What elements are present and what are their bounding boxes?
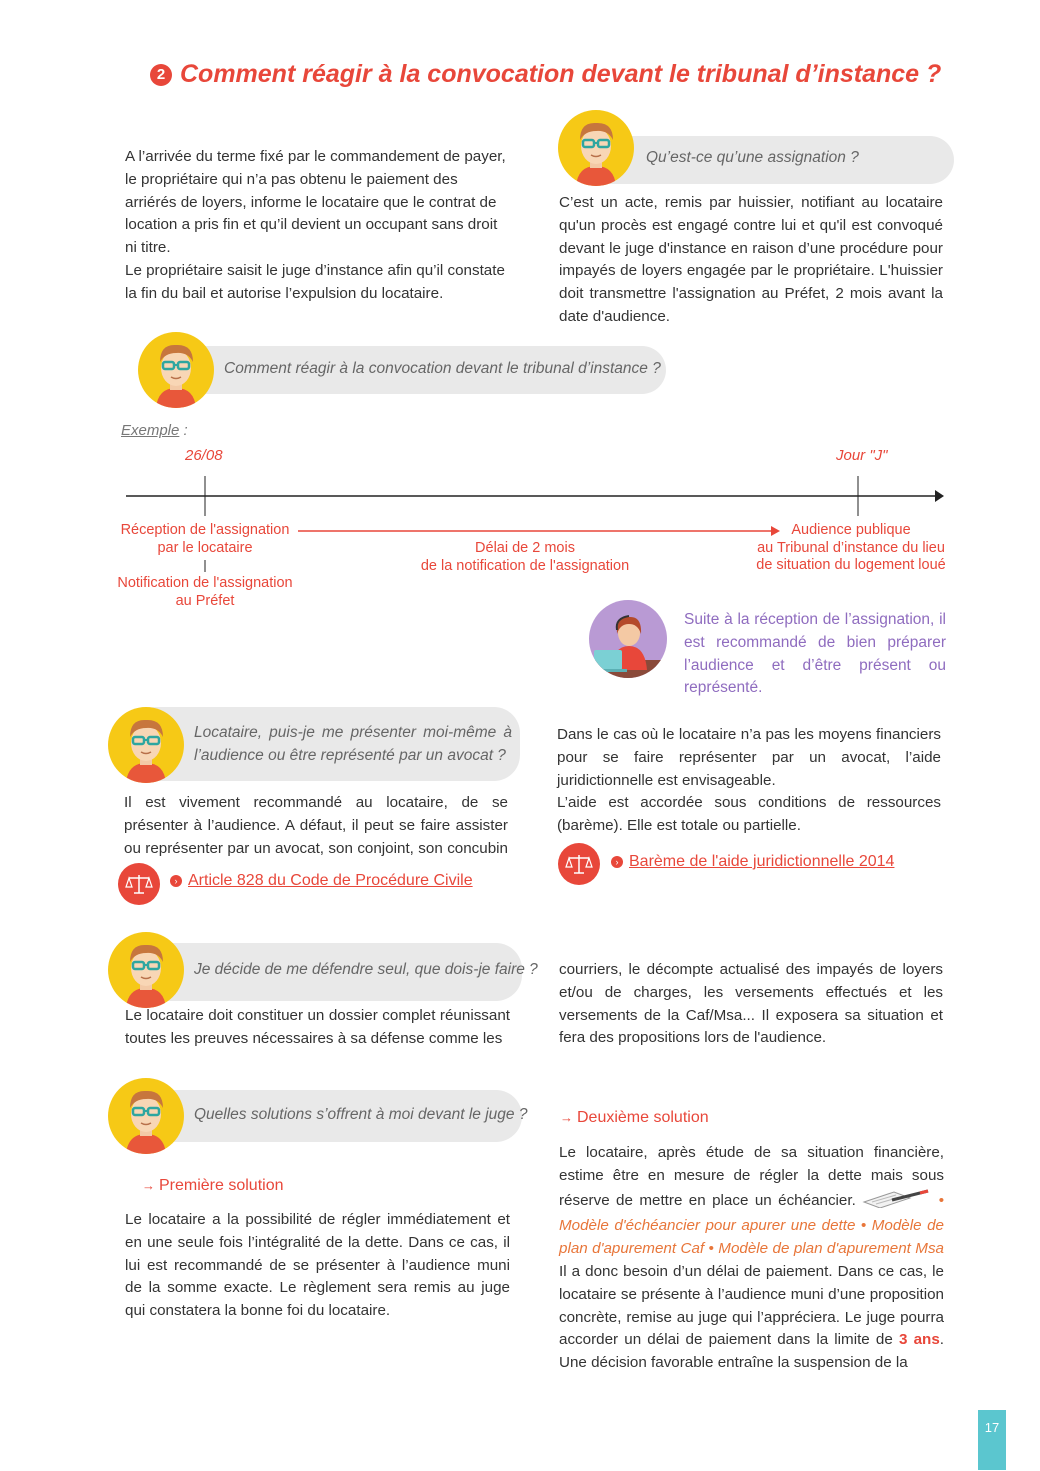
caf-plan-link[interactable]: Modèle de plan d'apurement Caf — [559, 1217, 944, 1258]
second-solution-text-b: Il a donc besoin d’un délai de paiement. Dans ce cas, le locataire se présente à l’audience muni d’une proposition concrète, remise au juge qui l’appréciera. Le juge pourra accorder un délai de paiement dans la limite de — [559, 1262, 944, 1349]
audience-line-1: Audience publique — [791, 522, 911, 538]
article-828-link-text[interactable]: Article 828 du Code de Procédure Civile — [188, 872, 473, 889]
bullet-2: • — [860, 1217, 867, 1235]
timeline-example-label — [121, 422, 188, 439]
article-828-link[interactable] — [170, 872, 473, 890]
audience-line-3: de situation du logement loué — [756, 557, 946, 573]
defense-answer-left: Le locataire doit constituer un dossier complet réunissant toutes les preuves nécessaires à sa défense comme les — [125, 1007, 510, 1047]
represent-question-bubble — [130, 707, 520, 781]
man-avatar-icon — [108, 1078, 184, 1154]
solutions-question-bubble — [130, 1090, 528, 1142]
timeline-notification-label — [95, 575, 315, 610]
section-number-badge: 2 — [150, 64, 172, 86]
first-solution-heading — [142, 1177, 284, 1195]
assignation-question-bubble — [580, 136, 954, 184]
second-solution-text-c: . Une décision favorable entraîne la suspension de la — [559, 1331, 944, 1372]
bullet-3: • — [708, 1240, 714, 1258]
solutions-question-text: Quelles solutions s’offrent à moi devant le juge ? — [194, 1106, 528, 1123]
reagir-question-bubble — [160, 346, 666, 394]
intro-paragraph-1: A l’arrivée du terme fixé par le commandement de payer, le propriétaire qui n’a pas obtenu le paiement des arriérés de loyers, informe le locataire que le contrat de location a pris fin et qu’il devient un occupant sans droit ni titre. — [125, 148, 506, 257]
bullet-1: • — [938, 1191, 944, 1209]
reception-line-2: par le locataire — [157, 539, 253, 556]
man-avatar-icon — [558, 110, 634, 186]
bareme-aide-link[interactable] — [611, 853, 894, 871]
defense-question-bubble — [130, 943, 538, 1001]
reception-line-1: Réception de l'assignation — [120, 522, 290, 538]
first-solution-text: Le locataire a la possibilité de régler immédiatement et en une seule fois l’intégralité de la dette. Dans ce cas, il lui est recommandé de se présenter à l’audience muni de la somme exacte. Le règlement sera remis au juge qui constatera la bonne foi du locataire. — [125, 1211, 510, 1320]
echeancier-model-link[interactable]: Modèle d'échéancier pour apurer une dette — [559, 1217, 856, 1235]
man-avatar-icon — [108, 707, 184, 783]
second-solution-title: Deuxième solution — [577, 1109, 709, 1126]
man-avatar-icon — [108, 932, 184, 1008]
second-solution-text — [559, 1142, 944, 1375]
delay-line-2: de la notification de l'assignation — [420, 557, 630, 574]
bareme-aide-link-text[interactable]: Barème de l'aide juridictionnelle 2014 — [629, 853, 895, 870]
delay-line-1: Délai de 2 mois — [475, 540, 575, 556]
woman-laptop-icon — [589, 600, 667, 678]
assignation-question-text: Qu’est-ce qu’une assignation ? — [646, 149, 859, 166]
represent-answer: Il est vivement recommandé au locataire, de se présenter à l’audience. A défaut, il peut se faire assister ou représenter par un avocat, son conjoint, son concubin — [124, 794, 508, 857]
defense-question-text: Je décide de me défendre seul, que dois-je faire ? — [194, 961, 538, 978]
page-title — [150, 60, 941, 89]
msa-plan-link[interactable]: Modèle de plan d'apurement Msa — [718, 1240, 944, 1258]
example-word: Exemple — [121, 422, 180, 439]
intro-text — [125, 146, 513, 306]
notification-line-2: au Préfet — [175, 592, 235, 609]
scales-justice-icon — [558, 843, 600, 885]
audience-line-2: au Tribunal d’instance du lieu — [757, 539, 945, 556]
three-years-highlight: 3 ans — [898, 1331, 940, 1349]
defense-answer-right: courriers, le décompte actualisé des impayés de loyers et/ou de charges, les versements effectués et les versements de la Caf/Msa... Il exposera sa situation et fera des propositions lors de l'audience. — [559, 961, 943, 1047]
advice-text: Suite à la réception de l’assignation, il est recommandé de bien préparer l’audience et d’être présent ou représenté. — [684, 611, 946, 697]
page-title-text: Comment réagir à la convocation devant le tribunal d’instance ? — [180, 60, 942, 88]
timeline-end-date: Jour "J" — [836, 447, 888, 464]
timeline-axis-arrowhead — [935, 490, 944, 502]
aide-paragraph-2: L’aide est accordée sous conditions de ressources (barème). Elle est totale ou partielle. — [557, 794, 941, 835]
represent-question-text: Locataire, puis-je me présenter moi-même à l’audience ou être représenté par un avocat ? — [194, 724, 512, 764]
page-number: 17 — [978, 1410, 1006, 1470]
assignation-answer: C’est un acte, remis par huissier, notifiant au locataire qu'un procès est engagé contre lui et qu'il est convoqué devant le juge d'instance en raison d’une procédure pour impayés de loyers engagée par le propriétaire. L'huissier doit transmettre l'assignation au Préfet, 2 mois avant la date d'audience. — [559, 194, 943, 325]
aide-paragraph-1: Dans le cas où le locataire n’a pas les moyens financiers pour se faire représenter par un avocat, l’aide juridictionnelle est envisageable. — [557, 726, 941, 789]
reagir-question-text: Comment réagir à la convocation devant le tribunal d’instance ? — [224, 360, 661, 377]
timeline-audience-label — [750, 522, 952, 575]
example-colon: : — [179, 422, 188, 439]
aide-text — [557, 724, 941, 838]
timeline-delay-label — [390, 540, 660, 575]
arrow-right-icon: → — [142, 1178, 155, 1193]
intro-paragraph-2: Le propriétaire saisit le juge d’instance afin qu’il constate la fin du bail et autorise l’expulsion du locataire. — [125, 261, 505, 302]
man-avatar-icon — [138, 332, 214, 408]
chevron-right-icon: › — [611, 856, 623, 868]
pen-document-icon — [862, 1188, 932, 1216]
chevron-right-icon: › — [170, 875, 182, 887]
arrow-right-icon: → — [560, 1110, 573, 1125]
notification-line-1: Notification de l'assignation — [117, 575, 293, 591]
timeline-reception-label — [100, 522, 310, 557]
timeline-start-date: 26/08 — [185, 447, 223, 464]
scales-justice-icon — [118, 863, 160, 905]
second-solution-text-a: Le locataire, après étude de sa situation financière, estime être en mesure de régler la dette mais sous réserve de mettre en place un échéancier. — [559, 1144, 944, 1209]
second-solution-heading — [560, 1109, 709, 1127]
first-solution-title: Première solution — [159, 1177, 284, 1194]
